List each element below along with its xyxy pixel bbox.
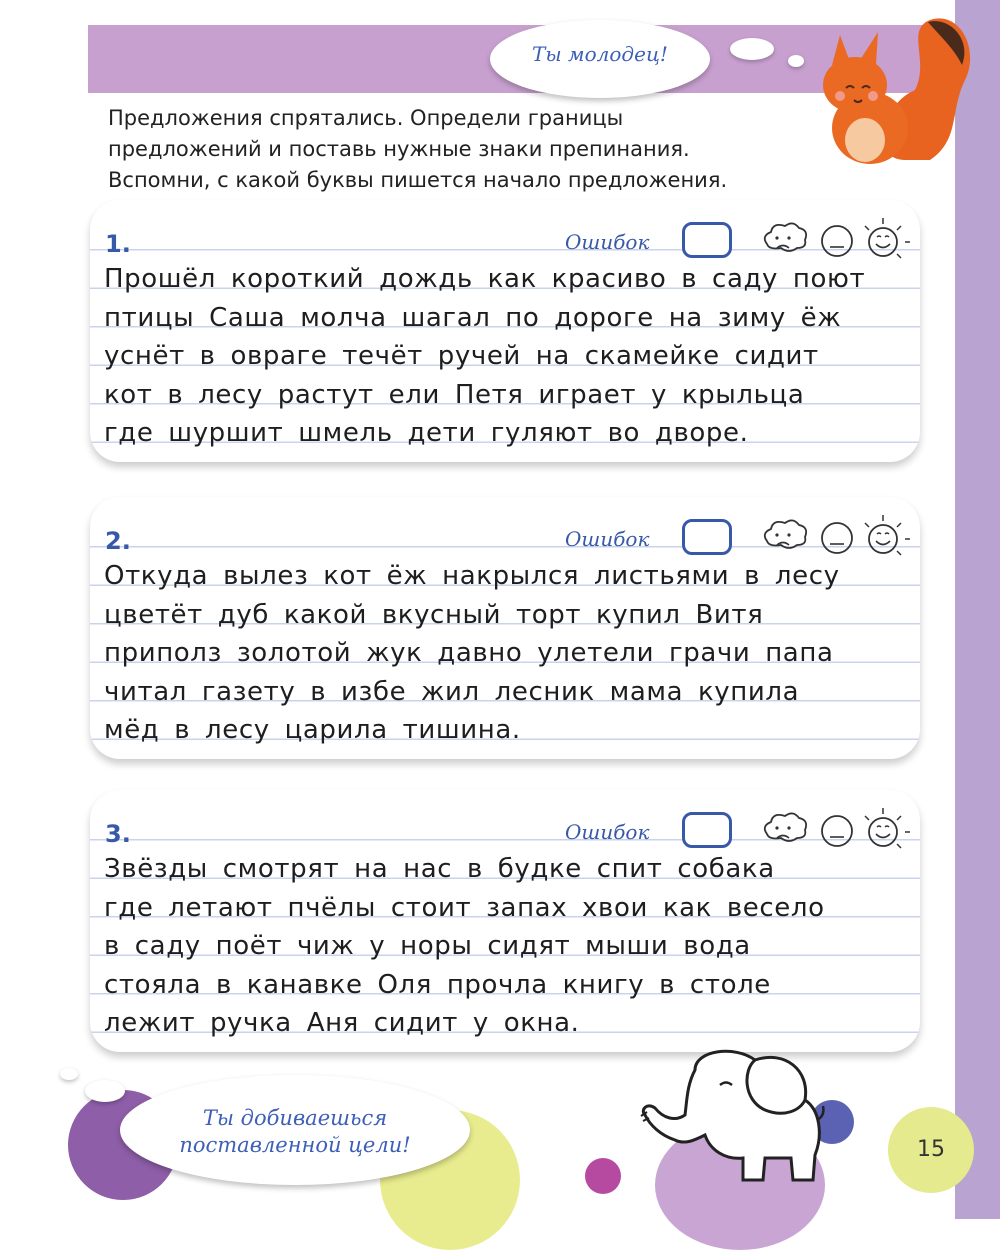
errors-label: Ошибок (565, 527, 650, 551)
badge-text: Ты молодец! (532, 42, 668, 66)
errors-label: Ошибок (565, 230, 650, 254)
motivation-line: Ты добиваешься (202, 1106, 388, 1130)
exercise-card-2 (90, 497, 920, 759)
cloud-icon (765, 520, 806, 548)
cloud-icon (765, 223, 806, 251)
mood-selector[interactable] (755, 511, 915, 561)
text-line: птицы Саша молча шагал по дороге на зиму ёж (104, 302, 842, 333)
side-strip (955, 0, 1000, 1219)
sun-icon (865, 218, 910, 258)
text-line: в саду поёт чиж у норы сидят мыши вода (104, 931, 751, 961)
instruction-line: предложений и поставь нужные знаки препинания. (108, 137, 690, 161)
text-line: мёд в лесу царила тишина. (104, 715, 521, 745)
text-line: приполз золотой жук давно улетели грачи папа (104, 638, 834, 668)
text-line: стояла в канавке Оля прочла книгу в столе (104, 969, 771, 1000)
small-bubble (730, 38, 774, 60)
cloud-icon (765, 813, 806, 841)
text-line: Прошёл короткий дождь как красиво в саду поют (104, 264, 866, 294)
instruction-line: Предложения спрятались. Определи границы (108, 106, 624, 130)
neutral-face-icon (822, 816, 852, 846)
exercise-number: 3. (105, 820, 131, 848)
sun-icon (865, 808, 910, 848)
errors-count-box[interactable] (682, 812, 732, 848)
text-line: Откуда вылез кот ёж накрылся листьями в лесу (104, 561, 840, 591)
text-line: цветёт дуб какой вкусный торт купил Витя (104, 599, 764, 630)
motivation-text (140, 1105, 450, 1159)
instruction-line: Вспомни, с какой буквы пишется начало предложения. (108, 168, 728, 192)
mood-selector[interactable] (755, 804, 915, 854)
exercise-number: 1. (105, 230, 131, 258)
text-line: Звёзды смотрят на нас в будке спит собака (104, 854, 775, 884)
instruction (108, 103, 848, 196)
tiny-bubble (788, 55, 804, 67)
text-line: кот в лесу растут ели Петя играет у крыльца (104, 379, 805, 410)
exercise-text (104, 850, 914, 1043)
exercise-card-3 (90, 790, 920, 1052)
page-number: 15 (888, 1107, 974, 1193)
small-bubble (85, 1080, 125, 1102)
neutral-face-icon (822, 226, 852, 256)
errors-count-box[interactable] (682, 519, 732, 555)
text-line: лежит ручка Аня сидит у окна. (104, 1008, 580, 1038)
motivation-line: поставленной цели! (179, 1133, 411, 1157)
text-line: читал газету в избе жил лесник мама купила (104, 676, 800, 707)
exercise-card-1 (90, 200, 920, 462)
mood-selector[interactable] (755, 214, 915, 264)
text-line: уснёт в овраге течёт ручей на скамейке сидит (104, 341, 819, 371)
exercise-text (104, 260, 914, 453)
tiny-bubble (60, 1068, 78, 1080)
text-line: где шуршит шмель дети гуляют во дворе. (104, 418, 749, 448)
text-line: где летают пчёлы стоит запах хвои как весело (104, 892, 825, 923)
errors-count-box[interactable] (682, 222, 732, 258)
elephant-illustration (625, 1040, 835, 1190)
decor-circle-magenta (585, 1158, 621, 1194)
errors-label: Ошибок (565, 820, 650, 844)
exercise-text (104, 557, 914, 750)
neutral-face-icon (822, 523, 852, 553)
sun-icon (865, 515, 910, 555)
exercise-number: 2. (105, 527, 131, 555)
